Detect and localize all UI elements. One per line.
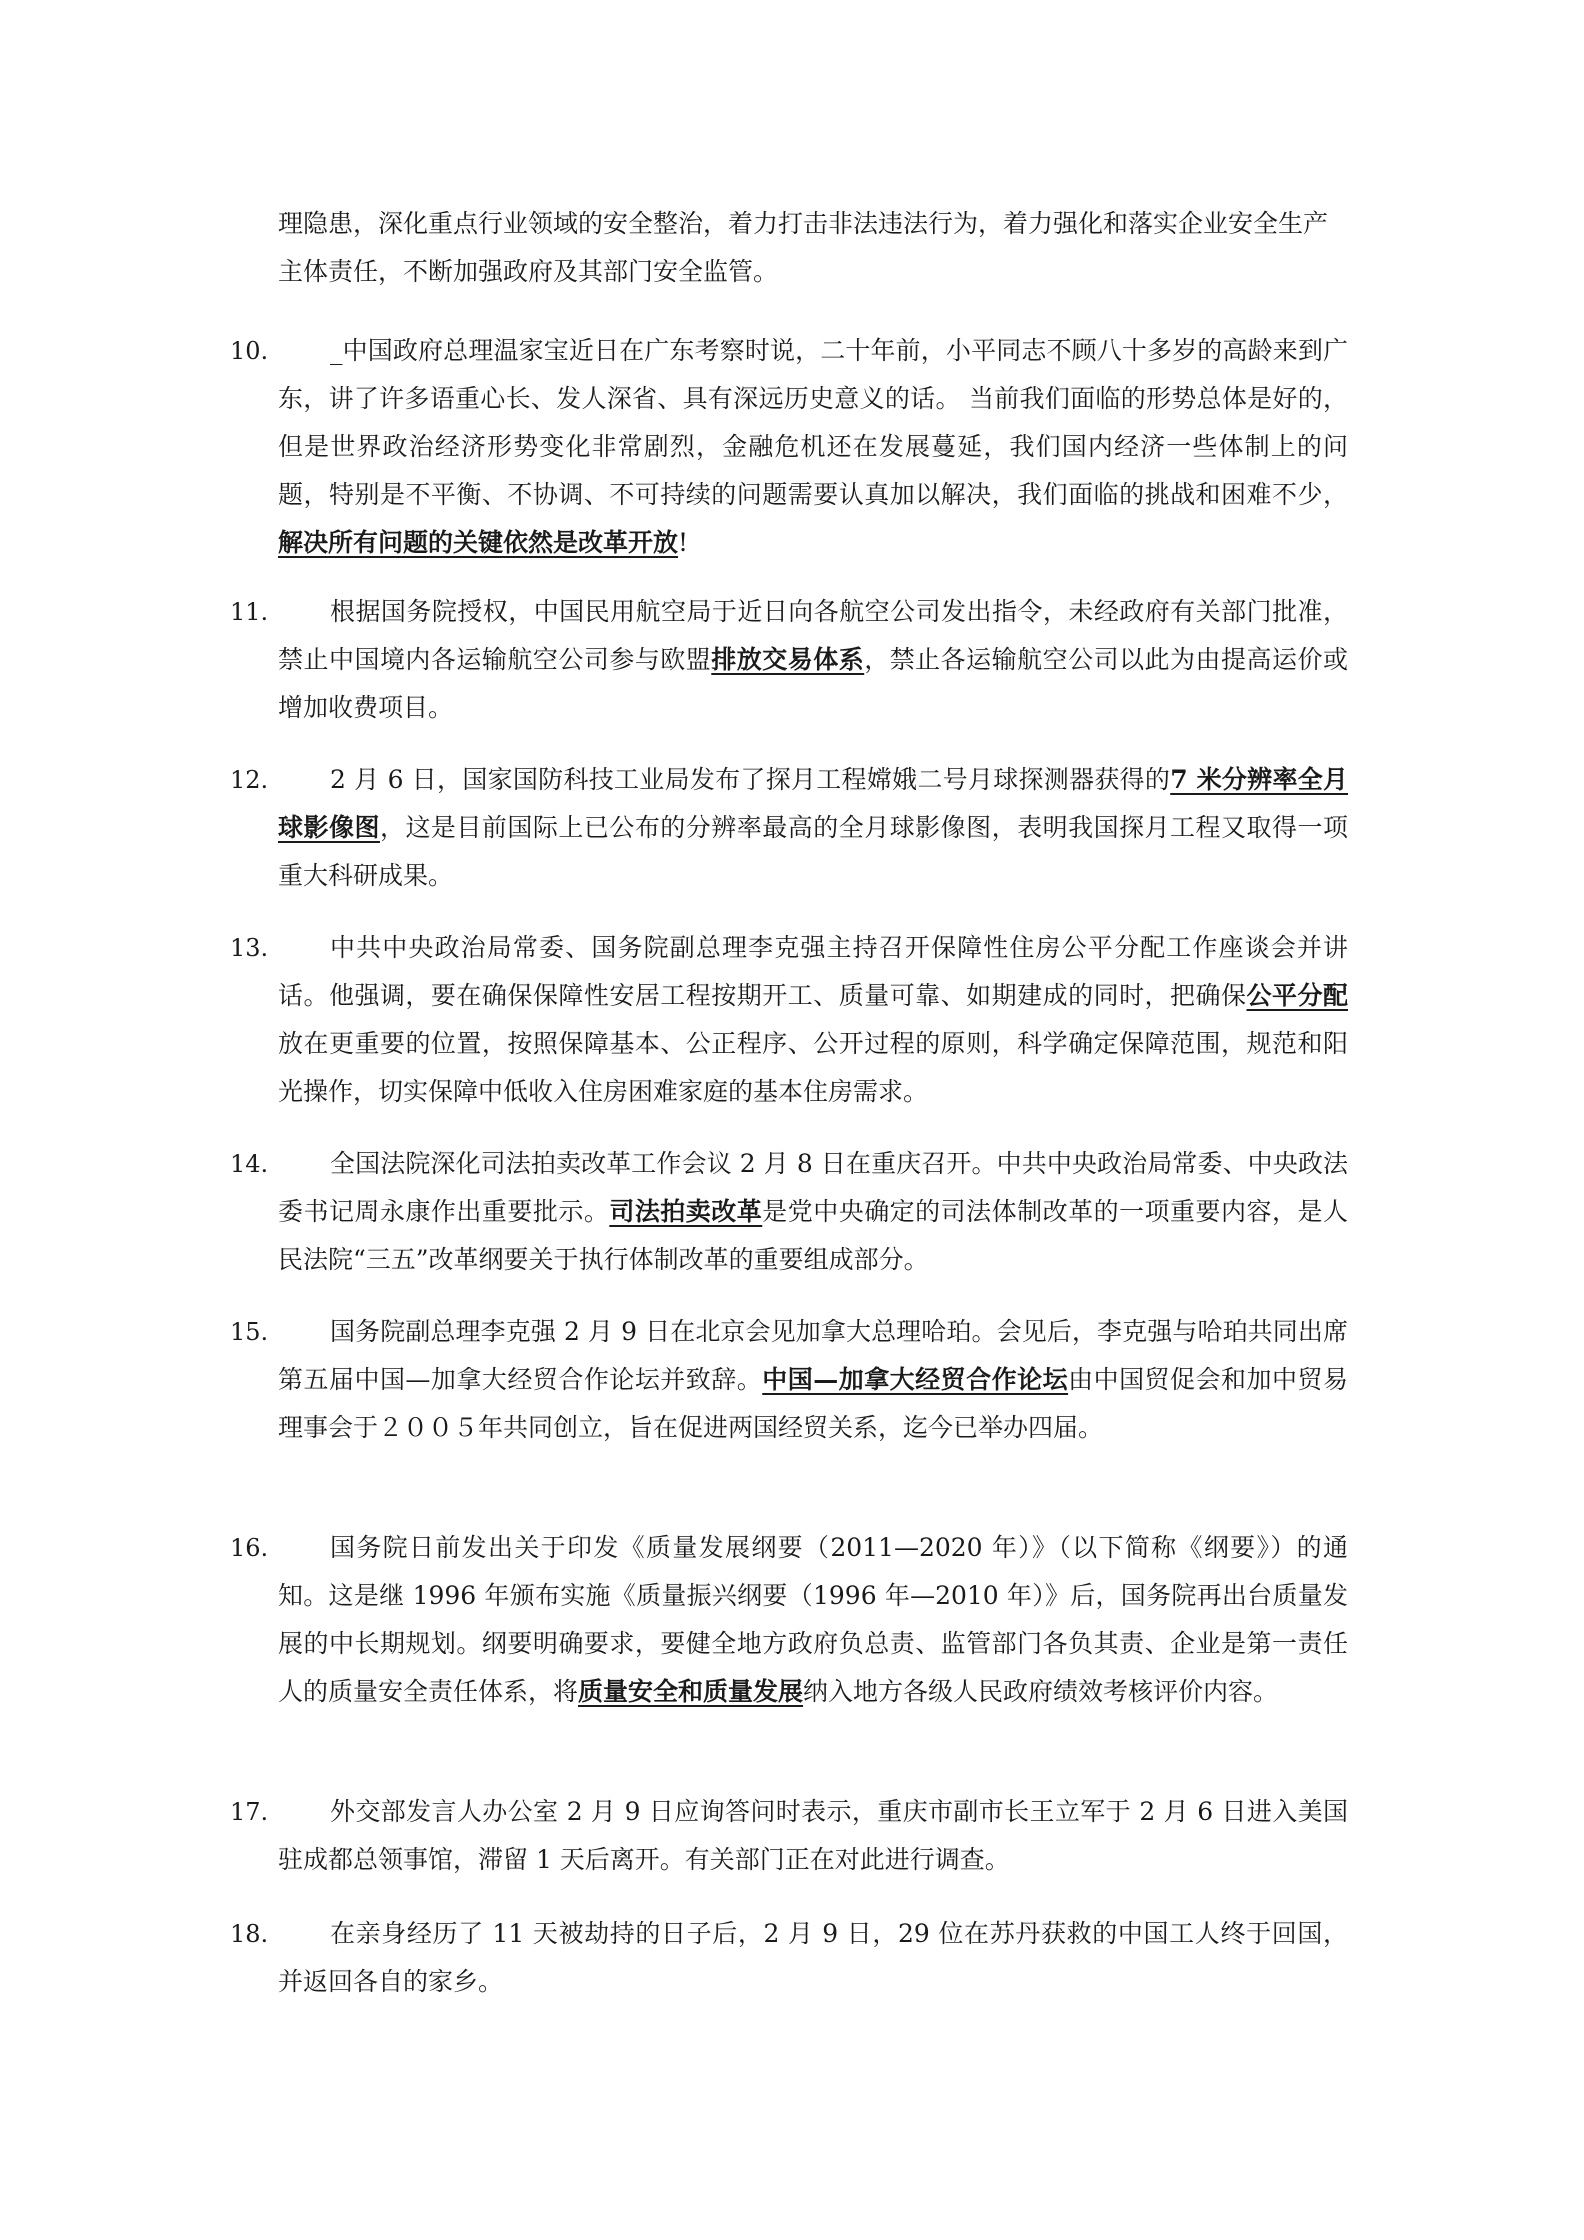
item-text-before: 国务院副总理李克强 2 月 9 日在北京会见加拿大总理哈珀。会见后，李克强与哈珀共同出席第五届中国—加拿大经贸合作论坛并致辞。 bbox=[278, 1317, 1348, 1394]
item-text bbox=[278, 756, 1348, 900]
list-item-13 bbox=[230, 924, 1348, 1116]
list-item-17 bbox=[230, 1788, 1348, 1884]
item-text-after: 由中国贸促会和加中贸易理事会于２００５年共同创立，旨在促进两国经贸关系，迄今已举办四届。 bbox=[278, 1365, 1348, 1442]
item-keyword: 排放交易体系 bbox=[711, 645, 865, 674]
item-number: 11. bbox=[230, 598, 269, 626]
item-number: 13. bbox=[230, 934, 269, 962]
item-text-before: 国务院日前发出关于印发《质量发展纲要（2011—2020 年）》（以下简称《纲要》）的通知。这是继 1996 年颁布实施《质量振兴纲要（1996 年—2010 年）》后，国务院再出台质量发展的中长期规划。纲要明确要求，要健全地方政府负总责、监管部门各负其责、企业是第一责任人的质量安全责任体系，将 bbox=[278, 1533, 1348, 1706]
list-item-18 bbox=[230, 1910, 1348, 2006]
item-text-before: 中共中央政治局常委、国务院副总理李克强主持召开保障性住房公平分配工作座谈会并讲话。他强调，要在确保保障性安居工程按期开工、质量可靠、如期建成的同时，把确保 bbox=[278, 933, 1348, 1010]
item-text-after: ，禁止各运输航空公司以此为由提高运价或增加收费项目。 bbox=[278, 645, 1348, 722]
item-number: 16. bbox=[230, 1534, 269, 1562]
item-text-after: 放在更重要的位置，按照保障基本、公正程序、公开过程的原则，科学确定保障范围，规范和阳光操作，切实保障中低收入住房困难家庭的基本住房需求。 bbox=[278, 1029, 1348, 1106]
item-text bbox=[278, 1788, 1348, 1884]
item-number: 17. bbox=[230, 1798, 269, 1826]
item-keyword: 司法拍卖改革 bbox=[609, 1197, 763, 1226]
item-text-after: ! bbox=[678, 528, 689, 557]
item-text bbox=[278, 924, 1348, 1116]
item-number: 14. bbox=[230, 1150, 269, 1178]
item-number: 15. bbox=[230, 1318, 269, 1346]
item-text-after: 纳入地方各级人民政府绩效考核评价内容。 bbox=[803, 1677, 1279, 1706]
item-number: 18. bbox=[230, 1920, 269, 1948]
item-text-before: 全国法院深化司法拍卖改革工作会议 2 月 8 日在重庆召开。中共中央政治局常委、中央政法委书记周永康作出重要批示。 bbox=[278, 1149, 1348, 1226]
item-keyword: 公平分配 bbox=[1246, 981, 1348, 1010]
list-item-14 bbox=[230, 1140, 1348, 1284]
item-keyword: 质量安全和质量发展 bbox=[578, 1677, 804, 1706]
item-text-before: 2 月 6 日，国家国防科技工业局发布了探月工程嫦娥二号月球探测器获得的 bbox=[330, 765, 1171, 794]
item-text-after: 是党中央确定的司法体制改革的一项重要内容，是人民法院“三五”改革纲要关于执行体制改革的重要组成部分。 bbox=[278, 1197, 1348, 1274]
item-text bbox=[278, 1910, 1348, 2006]
list-item-16 bbox=[230, 1524, 1348, 1716]
list-item-15 bbox=[230, 1308, 1348, 1452]
item-text-before: 在亲身经历了 11 天被劫持的日子后，2 月 9 日，29 位在苏丹获救的中国工人终于回国，并返回各自的家乡。 bbox=[278, 1919, 1348, 1996]
item-text-before: _中国政府总理温家宝近日在广东考察时说，二十年前，小平同志不顾八十多岁的高龄来到广东，讲了许多语重心长、发人深省、具有深远历史意义的话。 当前我们面临的形势总体是好的，但是世界政治经济形势变化非常剧烈，金融危机还在发展蔓延，我们国内经济一些体制上的问题，特别是不平衡、不协调、不可持续的问题需要认真加以解决，我们面临的挑战和困难不少， bbox=[278, 336, 1348, 509]
item-text-before: 外交部发言人办公室 2 月 9 日应询答问时表示，重庆市副市长王立军于 2 月 6 日进入美国驻成都总领事馆，滞留 1 天后离开。有关部门正在对此进行调查。 bbox=[278, 1797, 1348, 1874]
item-text-before: 根据国务院授权，中国民用航空局于近日向各航空公司发出指令，未经政府有关部门批准，禁止中国境内各运输航空公司参与欧盟 bbox=[278, 597, 1348, 674]
item-text bbox=[278, 327, 1348, 567]
item-text bbox=[278, 1308, 1348, 1452]
item-keyword: 7 米分辨率全月球影像图 bbox=[278, 765, 1349, 842]
list-item-12 bbox=[230, 756, 1348, 900]
item-number: 12. bbox=[230, 766, 269, 794]
item-keyword: 中国—加拿大经贸合作论坛 bbox=[762, 1365, 1069, 1394]
item-number: 10. bbox=[230, 337, 269, 365]
item-text bbox=[278, 588, 1348, 732]
item-text bbox=[278, 1140, 1348, 1284]
item-text-after: ，这是目前国际上已公布的分辨率最高的全月球影像图，表明我国探月工程又取得一项重大科研成果。 bbox=[278, 813, 1348, 890]
item-text bbox=[278, 1524, 1348, 1716]
item-keyword: 解决所有问题的关键依然是改革开放 bbox=[278, 528, 679, 557]
list-item-10 bbox=[230, 327, 1348, 567]
list-item-11 bbox=[230, 588, 1348, 732]
continuation-paragraph: 理隐患，深化重点行业领域的安全整治，着力打击非法违法行为，着力强化和落实企业安全生产主体责任，不断加强政府及其部门安全监管。 bbox=[278, 209, 1329, 286]
